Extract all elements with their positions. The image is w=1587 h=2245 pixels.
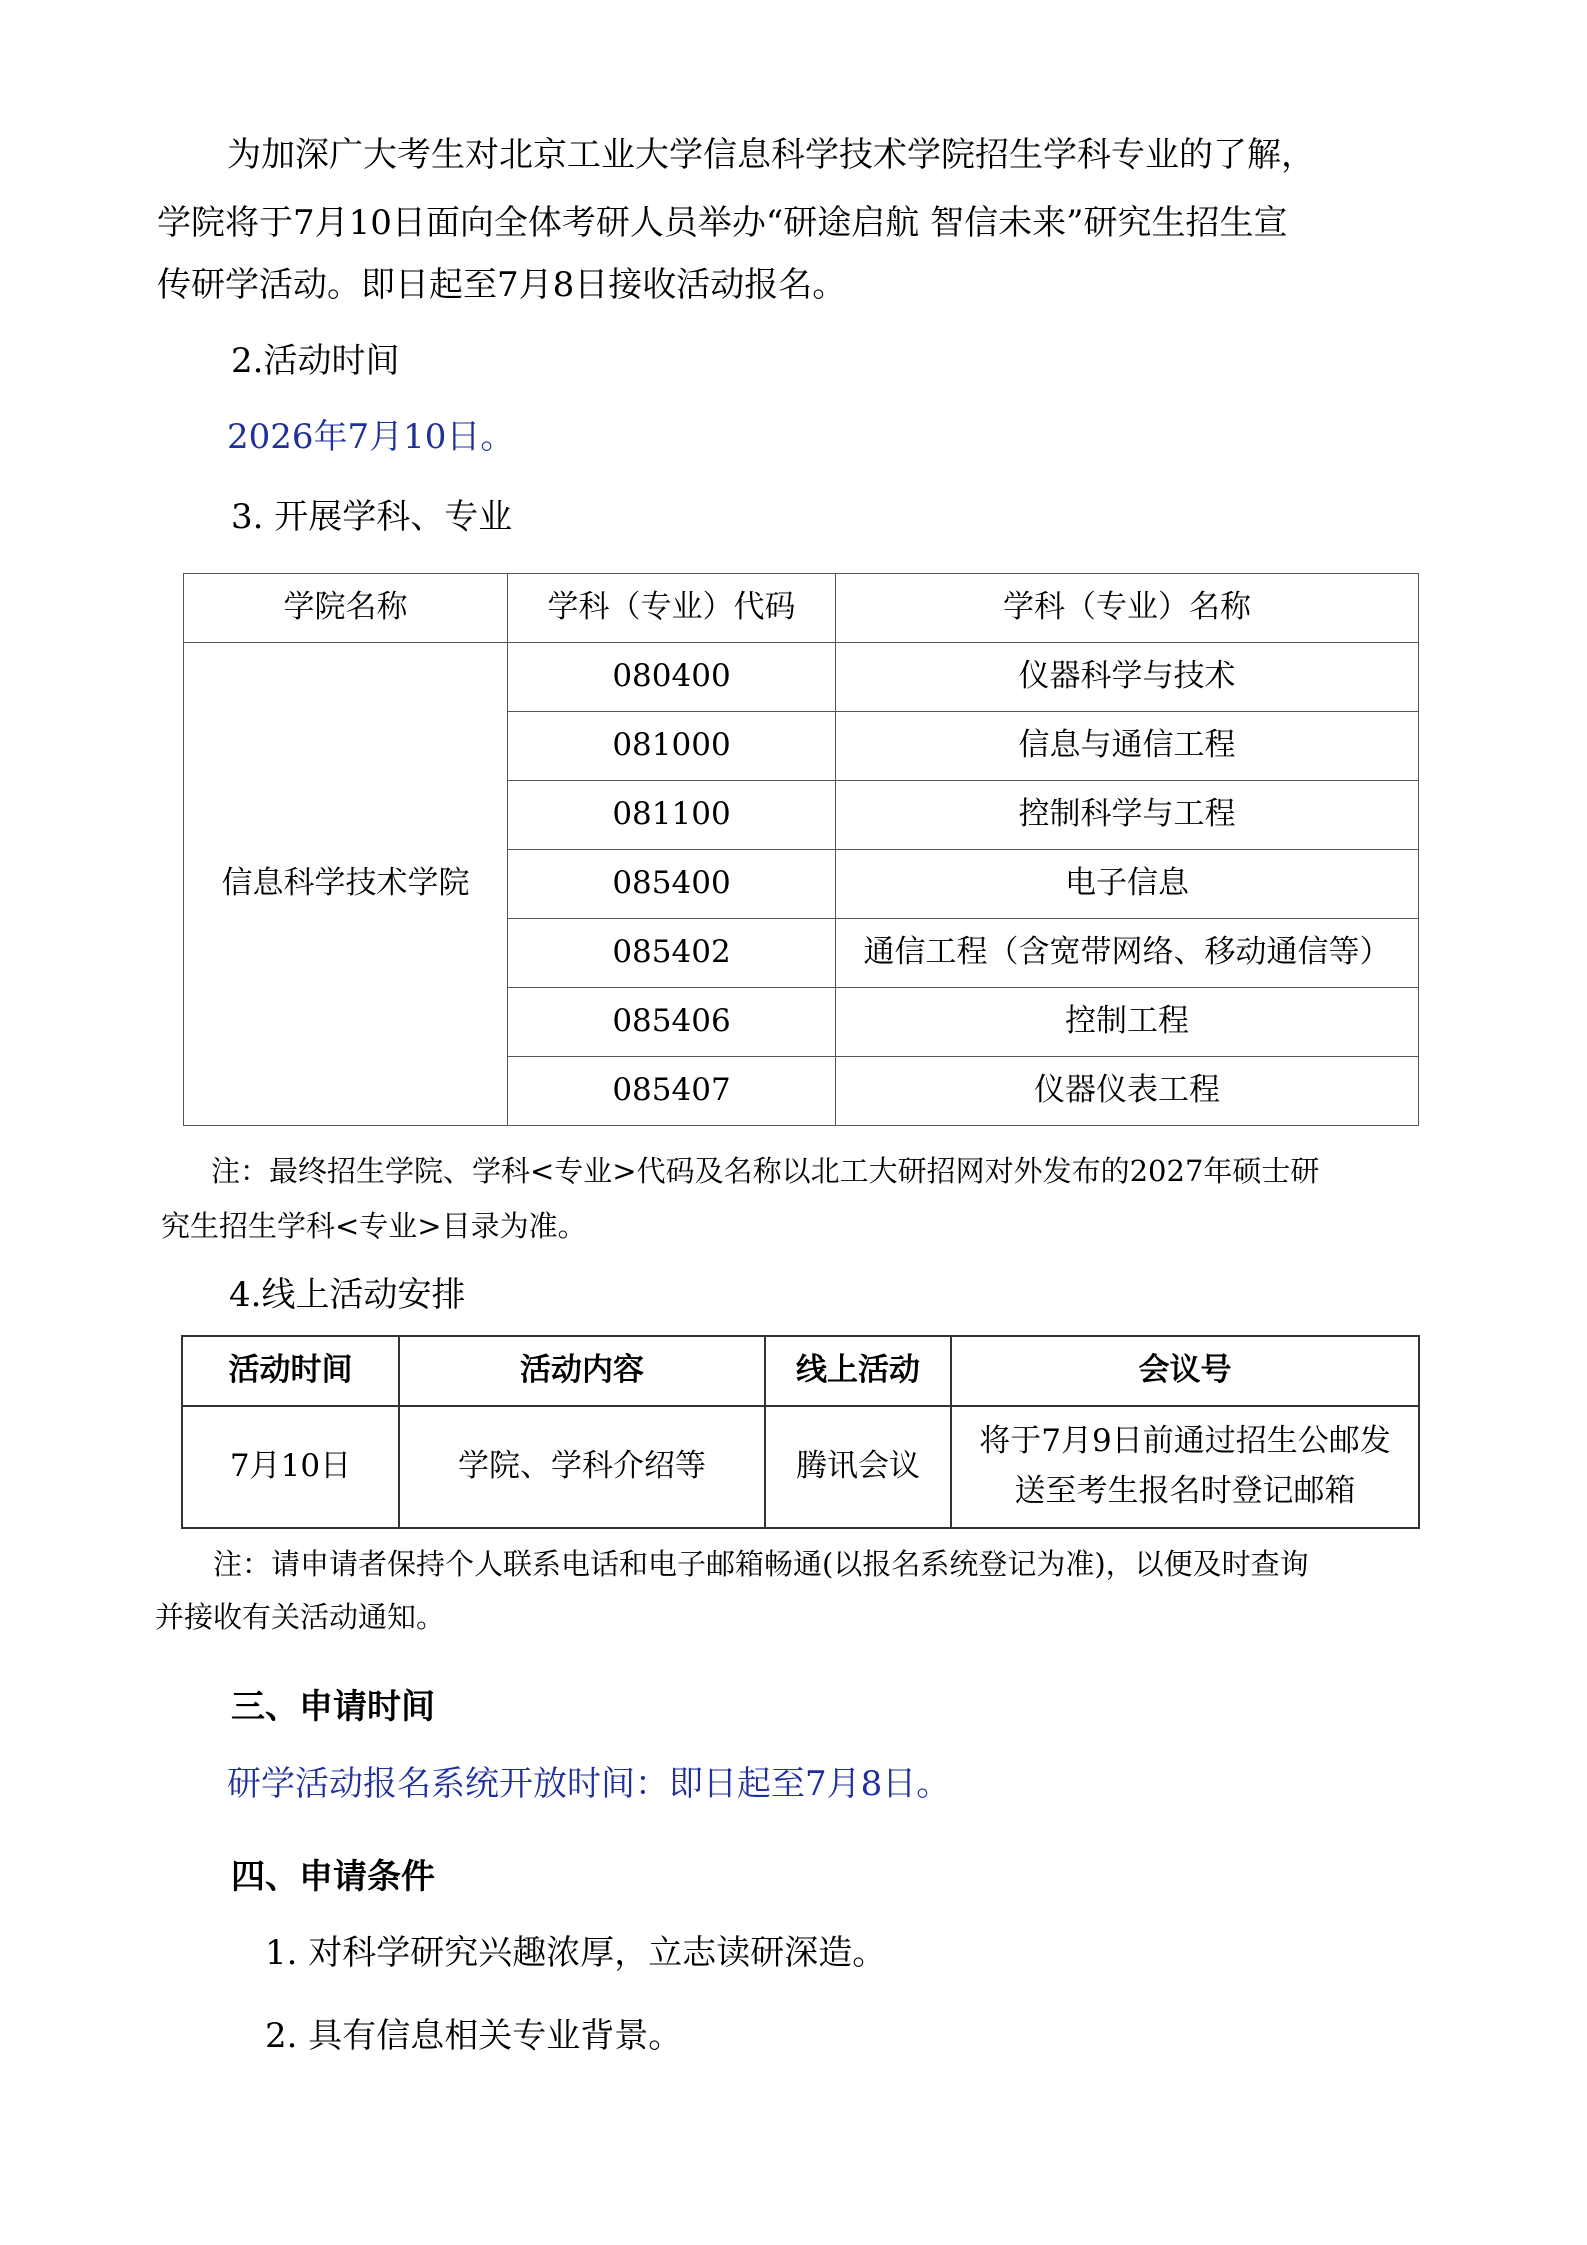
activity-time-cell: 7月10日 (182, 1406, 399, 1528)
major-name: 电子信息 (836, 850, 1419, 919)
meeting-number-line-1: 将于7月9日前通过招生公邮发 (979, 1423, 1391, 1460)
section-activity-time-heading: 2.活动时间 (231, 341, 400, 381)
contact-note-line-1: 注：请申请者保持个人联系电话和电子邮箱畅通(以报名系统登记为准)，以便及时查询 (213, 1547, 1309, 1581)
intro-line-2: 学院将于7月10日面向全体考研人员举办“研途启航 智信未来”研究生招生宣 (157, 203, 1288, 243)
section-majors-heading: 3. 开展学科、专业 (231, 497, 513, 537)
major-code: 085402 (508, 919, 836, 988)
condition-item: 1. 对科学研究兴趣浓厚，立志读研深造。 (265, 1933, 887, 1973)
major-code: 085406 (508, 988, 836, 1057)
major-code: 081100 (508, 781, 836, 850)
header-college-name: 学院名称 (184, 574, 508, 643)
application-conditions-heading: 四、申请条件 (231, 1857, 435, 1897)
header-meeting-number: 会议号 (951, 1336, 1419, 1406)
intro-line-3: 传研学活动。即日起至7月8日接收活动报名。 (157, 265, 847, 305)
majors-table (183, 573, 1419, 1126)
table-header-row (184, 574, 1419, 643)
major-name: 仪器仪表工程 (836, 1057, 1419, 1126)
online-activity-table (181, 1335, 1420, 1529)
activity-date: 2026年7月10日。 (227, 417, 515, 457)
major-name: 通信工程（含宽带网络、移动通信等） (836, 919, 1419, 988)
major-code: 080400 (508, 643, 836, 712)
majors-note-line-2: 究生招生学科<专业>目录为准。 (161, 1209, 587, 1243)
table-row (182, 1406, 1419, 1528)
contact-note-line-2: 并接收有关活动通知。 (155, 1600, 446, 1634)
header-activity-content: 活动内容 (399, 1336, 765, 1406)
major-name: 控制工程 (836, 988, 1419, 1057)
header-major-code: 学科（专业）代码 (508, 574, 836, 643)
intro-line-1: 为加深广大考生对北京工业大学信息科学技术学院招生学科专业的了解， (227, 135, 1315, 175)
application-time-heading: 三、申请时间 (231, 1687, 435, 1727)
header-online-platform: 线上活动 (765, 1336, 951, 1406)
major-code: 081000 (508, 712, 836, 781)
online-platform-cell: 腾讯会议 (765, 1406, 951, 1528)
meeting-number-line-2: 送至考生报名时登记邮箱 (1014, 1473, 1356, 1509)
major-code: 085400 (508, 850, 836, 919)
activity-content-cell: 学院、学科介绍等 (399, 1406, 765, 1528)
majors-note-line-1: 注：最终招生学院、学科<专业>代码及名称以北工大研招网对外发布的2027年硕士研 (211, 1154, 1320, 1188)
table-header-row (182, 1336, 1419, 1406)
major-name: 仪器科学与技术 (836, 643, 1419, 712)
header-activity-time: 活动时间 (182, 1336, 399, 1406)
major-name: 信息与通信工程 (836, 712, 1419, 781)
condition-item: 2. 具有信息相关专业背景。 (265, 2016, 683, 2056)
header-major-name: 学科（专业）名称 (836, 574, 1419, 643)
section-online-heading: 4.线上活动安排 (229, 1275, 466, 1315)
meeting-number-cell (951, 1406, 1419, 1528)
college-cell: 信息科学技术学院 (184, 643, 508, 1126)
application-time-value: 研学活动报名系统开放时间：即日起至7月8日。 (227, 1764, 951, 1804)
table-row (184, 643, 1419, 712)
major-name: 控制科学与工程 (836, 781, 1419, 850)
major-code: 085407 (508, 1057, 836, 1126)
